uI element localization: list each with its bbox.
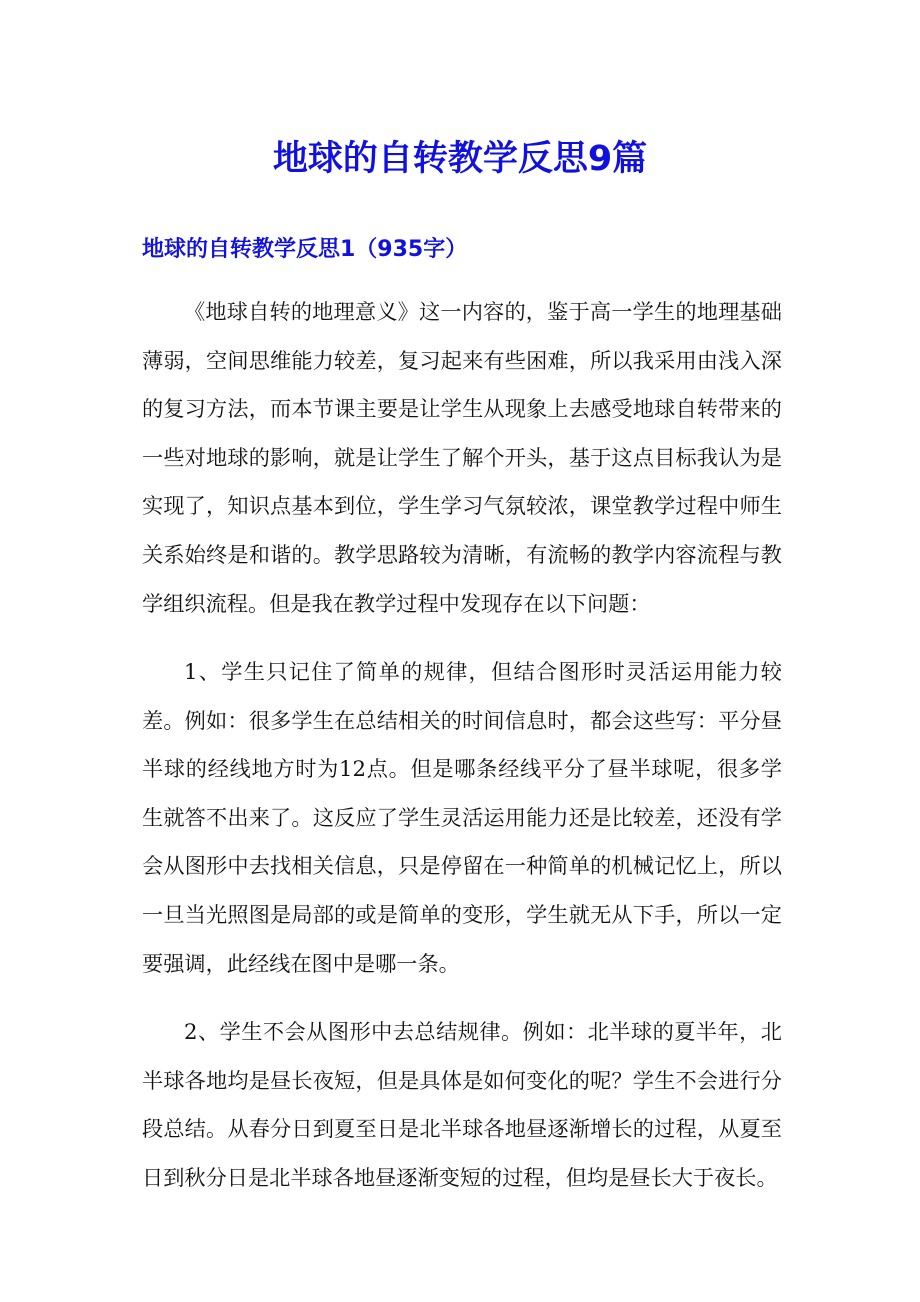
body-paragraph-problem-2: 2、学生不会从图形中去总结规律。例如：北半球的夏半年，北半球各地均是昼长夜短，但是具体是如何变化的呢？学生不会进行分段总结。从春分日到夏至日是北半球各地昼逐渐增长的过程，从夏至日到秋分日是北半球各地昼逐渐变短的过程，但均是昼长大于夜长。 [142, 1019, 782, 1190]
document-title: 地球的自转教学反思9篇 [272, 139, 648, 179]
section-heading: 地球的自转教学反思1（935字） [142, 237, 468, 262]
body-paragraph-problem-1: 1、学生只记住了简单的规律，但结合图形时灵活运用能力较差。例如：很多学生在总结相关的时间信息时，都会这些写：平分昼半球的经线地方时为12点。但是哪条经线平分了昼半球呢，很多学生就答不出来了。这反应了学生灵活运用能力还是比较差，还没有学会从图形中去找相关信息，只是停留在一种简单的机械记忆上，所以一旦当光照图是局部的或是简单的变形，学生就无从下手，所以一定要强调，此经线在图中是哪一条。 [142, 659, 782, 976]
body-paragraph-intro: 《地球自转的地理意义》这一内容的，鉴于高一学生的地理基础薄弱，空间思维能力较差，复习起来有些困难，所以我采用由浅入深的复习方法，而本节课主要是让学生从现象上去感受地球自转带来的一些对地球的影响，就是让学生了解个开头，基于这点目标我认为是实现了，知识点基本到位，学生学习气氛较浓，课堂教学过程中师生关系始终是和谐的。教学思路较为清晰，有流畅的教学内容流程与教学组织流程。但是我在教学过程中发现存在以下问题： [142, 299, 782, 616]
